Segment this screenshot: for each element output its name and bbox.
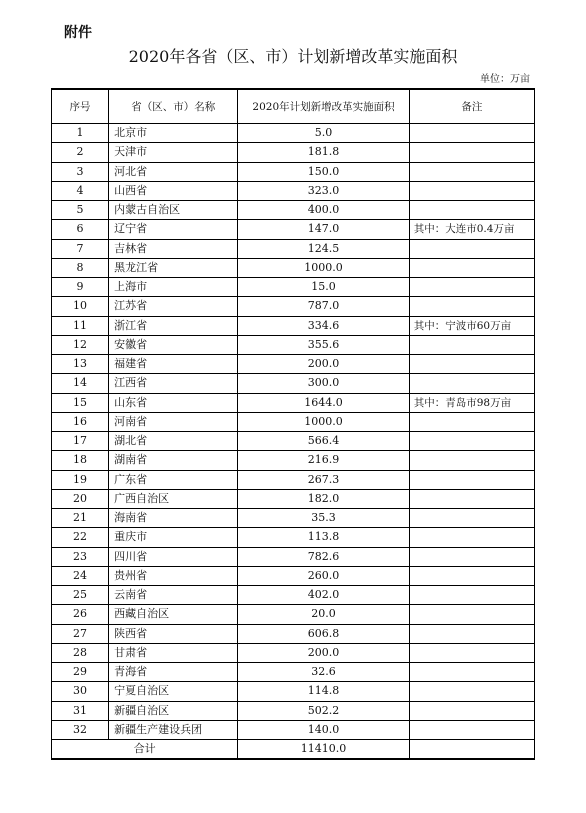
table-header-row [52, 89, 535, 124]
row-note [409, 547, 534, 566]
table-row [52, 547, 535, 566]
row-name: 四川省 [109, 547, 238, 566]
row-note [409, 528, 534, 547]
row-name: 新疆生产建设兵团 [109, 720, 238, 739]
table-row [52, 451, 535, 470]
row-no: 28 [52, 643, 109, 662]
row-name: 陕西省 [109, 624, 238, 643]
row-name: 云南省 [109, 586, 238, 605]
row-area: 182.0 [238, 489, 409, 508]
row-area: 200.0 [238, 355, 409, 374]
row-name: 广东省 [109, 470, 238, 489]
table-row [52, 605, 535, 624]
row-area: 200.0 [238, 643, 409, 662]
document-title: 2020年各省（区、市）计划新增改革实施面积 [128, 47, 458, 66]
row-area: 334.6 [238, 316, 409, 335]
row-name: 山西省 [109, 181, 238, 200]
row-note [409, 489, 534, 508]
total-area: 11410.0 [238, 740, 409, 760]
table-row [52, 124, 535, 143]
table-row [52, 297, 535, 316]
row-area: 35.3 [238, 509, 409, 528]
table-row [52, 355, 535, 374]
row-note [409, 605, 534, 624]
row-note [409, 586, 534, 605]
row-no: 12 [52, 335, 109, 354]
table-row [52, 489, 535, 508]
row-name: 湖南省 [109, 451, 238, 470]
header-note: 备注 [409, 89, 534, 124]
row-name: 黑龙江省 [109, 258, 238, 277]
row-note [409, 297, 534, 316]
table-row [52, 258, 535, 277]
row-note [409, 162, 534, 181]
row-note [409, 470, 534, 489]
header-no: 序号 [52, 89, 109, 124]
total-label: 合计 [52, 740, 238, 760]
row-area: 300.0 [238, 374, 409, 393]
row-no: 20 [52, 489, 109, 508]
row-area: 782.6 [238, 547, 409, 566]
table-row [52, 470, 535, 489]
row-name: 新疆自治区 [109, 701, 238, 720]
row-area: 1644.0 [238, 393, 409, 412]
row-note [409, 258, 534, 277]
row-area: 502.2 [238, 701, 409, 720]
row-note [409, 566, 534, 585]
row-note [409, 239, 534, 258]
row-area: 267.3 [238, 470, 409, 489]
row-area: 260.0 [238, 566, 409, 585]
row-area: 140.0 [238, 720, 409, 739]
row-note: 其中：宁波市60万亩 [409, 316, 534, 335]
row-area: 606.8 [238, 624, 409, 643]
table-row [52, 701, 535, 720]
table-row [52, 278, 535, 297]
row-note [409, 355, 534, 374]
row-name: 内蒙古自治区 [109, 201, 238, 220]
row-no: 19 [52, 470, 109, 489]
row-name: 湖北省 [109, 432, 238, 451]
table-row [52, 239, 535, 258]
row-note [409, 720, 534, 739]
row-note [409, 181, 534, 200]
unit-label: 单位：万亩 [480, 74, 530, 85]
row-note [409, 663, 534, 682]
row-name: 辽宁省 [109, 220, 238, 239]
table-row [52, 335, 535, 354]
row-name: 西藏自治区 [109, 605, 238, 624]
row-no: 10 [52, 297, 109, 316]
row-no: 8 [52, 258, 109, 277]
row-area: 323.0 [238, 181, 409, 200]
table-row [52, 162, 535, 181]
row-name: 贵州省 [109, 566, 238, 585]
row-area: 355.6 [238, 335, 409, 354]
table-row [52, 586, 535, 605]
row-note [409, 451, 534, 470]
table-row [52, 412, 535, 431]
table-row [52, 201, 535, 220]
row-name: 北京市 [109, 124, 238, 143]
total-row [52, 740, 535, 760]
table-row [52, 220, 535, 239]
row-no: 1 [52, 124, 109, 143]
row-area: 147.0 [238, 220, 409, 239]
row-no: 18 [52, 451, 109, 470]
row-note [409, 509, 534, 528]
row-area: 20.0 [238, 605, 409, 624]
row-no: 6 [52, 220, 109, 239]
row-no: 5 [52, 201, 109, 220]
row-no: 17 [52, 432, 109, 451]
row-no: 29 [52, 663, 109, 682]
table-row [52, 316, 535, 335]
row-no: 3 [52, 162, 109, 181]
row-note [409, 124, 534, 143]
row-name: 福建省 [109, 355, 238, 374]
row-area: 150.0 [238, 162, 409, 181]
table-row [52, 528, 535, 547]
row-no: 7 [52, 239, 109, 258]
row-area: 402.0 [238, 586, 409, 605]
table-body [52, 124, 535, 760]
row-area: 1000.0 [238, 412, 409, 431]
row-no: 31 [52, 701, 109, 720]
row-note [409, 701, 534, 720]
row-name: 广西自治区 [109, 489, 238, 508]
row-no: 25 [52, 586, 109, 605]
row-area: 124.5 [238, 239, 409, 258]
row-note [409, 278, 534, 297]
row-no: 14 [52, 374, 109, 393]
row-no: 32 [52, 720, 109, 739]
row-note [409, 432, 534, 451]
row-name: 重庆市 [109, 528, 238, 547]
table-row [52, 720, 535, 739]
row-area: 216.9 [238, 451, 409, 470]
row-name: 宁夏自治区 [109, 682, 238, 701]
row-no: 23 [52, 547, 109, 566]
header-area: 2020年计划新增改革实施面积 [238, 89, 409, 124]
row-note [409, 374, 534, 393]
row-note: 其中：大连市0.4万亩 [409, 220, 534, 239]
row-area: 1000.0 [238, 258, 409, 277]
row-no: 11 [52, 316, 109, 335]
attachment-label: 附件 [64, 25, 92, 41]
row-name: 青海省 [109, 663, 238, 682]
table-row [52, 663, 535, 682]
row-no: 15 [52, 393, 109, 412]
row-name: 山东省 [109, 393, 238, 412]
row-name: 安徽省 [109, 335, 238, 354]
row-no: 24 [52, 566, 109, 585]
row-area: 15.0 [238, 278, 409, 297]
row-name: 上海市 [109, 278, 238, 297]
row-area: 566.4 [238, 432, 409, 451]
row-name: 河北省 [109, 162, 238, 181]
total-note [409, 740, 534, 760]
row-no: 16 [52, 412, 109, 431]
row-area: 32.6 [238, 663, 409, 682]
row-note: 其中：青岛市98万亩 [409, 393, 534, 412]
row-no: 4 [52, 181, 109, 200]
row-note [409, 201, 534, 220]
row-area: 400.0 [238, 201, 409, 220]
row-note [409, 143, 534, 162]
table-row [52, 509, 535, 528]
row-note [409, 682, 534, 701]
row-name: 江西省 [109, 374, 238, 393]
row-note [409, 412, 534, 431]
header-name: 省（区、市）名称 [109, 89, 238, 124]
table-row [52, 643, 535, 662]
row-area: 787.0 [238, 297, 409, 316]
row-name: 天津市 [109, 143, 238, 162]
table-row [52, 682, 535, 701]
row-name: 甘肃省 [109, 643, 238, 662]
row-name: 浙江省 [109, 316, 238, 335]
row-no: 22 [52, 528, 109, 547]
row-no: 21 [52, 509, 109, 528]
row-no: 26 [52, 605, 109, 624]
row-note [409, 643, 534, 662]
table-row [52, 181, 535, 200]
table-row [52, 374, 535, 393]
row-area: 5.0 [238, 124, 409, 143]
row-no: 9 [52, 278, 109, 297]
row-name: 江苏省 [109, 297, 238, 316]
row-note [409, 335, 534, 354]
row-no: 27 [52, 624, 109, 643]
row-no: 13 [52, 355, 109, 374]
table-row [52, 566, 535, 585]
row-area: 114.8 [238, 682, 409, 701]
row-name: 吉林省 [109, 239, 238, 258]
table-row [52, 432, 535, 451]
row-no: 30 [52, 682, 109, 701]
row-area: 181.8 [238, 143, 409, 162]
table-row [52, 624, 535, 643]
table-row [52, 393, 535, 412]
table-row [52, 143, 535, 162]
row-no: 2 [52, 143, 109, 162]
row-area: 113.8 [238, 528, 409, 547]
row-note [409, 624, 534, 643]
row-name: 海南省 [109, 509, 238, 528]
area-table [51, 88, 535, 760]
row-name: 河南省 [109, 412, 238, 431]
